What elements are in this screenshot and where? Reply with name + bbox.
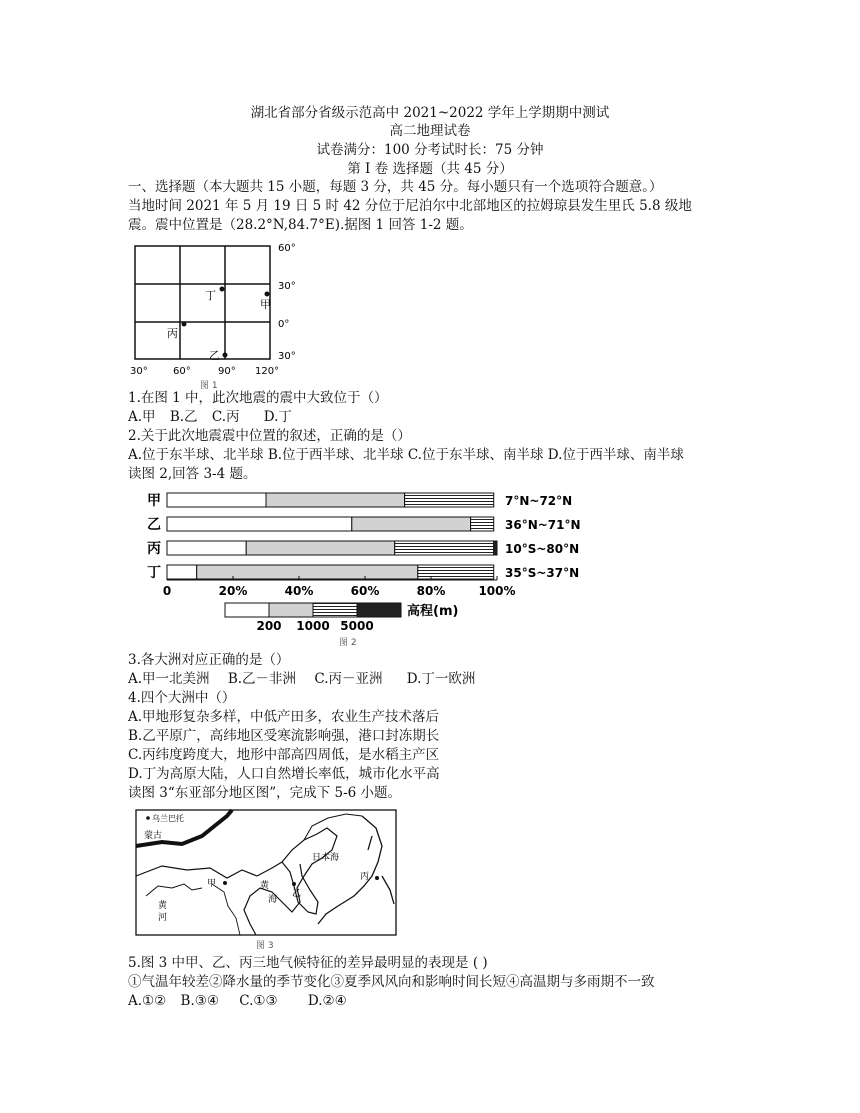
- q4-option-c: C.丙纬度跨度大，地形中部高四周低，是水稻主产区: [128, 747, 440, 763]
- map-label-yellow-river-2: 河: [158, 913, 168, 923]
- q1-option-a: A.甲: [128, 409, 156, 425]
- point-label-bing: 丙: [167, 327, 178, 340]
- x-tick-label: 40%: [284, 584, 314, 598]
- x-tick-label: 100%: [478, 584, 516, 598]
- map-label-yi: 乙: [292, 889, 302, 899]
- figure-1-grid: [125, 238, 305, 393]
- point-bing: [182, 322, 187, 327]
- q4-option-b: B.乙平原广，高纬地区受寒流影响强，港口封冻期长: [128, 728, 440, 744]
- point-label-jia: 甲: [260, 298, 271, 311]
- bar-segment: [494, 541, 497, 555]
- map-label-yellow-sea-1: 黄: [260, 881, 270, 891]
- bar-segment: [418, 565, 494, 579]
- x-tick-label: 80%: [416, 584, 446, 598]
- row-lat-range: 36°N~71°N: [505, 518, 581, 532]
- instruction: 一、选择题（本大题共 15 小题，每题 3 分，共 45 分。每小题只有一个选项符合题意。）: [128, 179, 663, 195]
- q1-option-c: C.丙: [211, 409, 240, 425]
- q5-items: ①气温年较差②降水量的季节变化③夏季风风向和影响时间长短④高温期与多雨期不一致: [128, 974, 655, 990]
- map-label-ulaanbaatar: 乌兰巴托: [152, 814, 184, 823]
- bar-segment: [352, 517, 471, 531]
- q5-options: [128, 992, 357, 1010]
- q1-option-b: B.乙: [169, 409, 198, 425]
- row-label: 甲: [147, 493, 161, 509]
- row-label: 丁: [147, 565, 161, 581]
- point-label-yi: 乙: [209, 349, 220, 362]
- x-tick-label: 60%: [350, 584, 380, 598]
- bar-segment: [167, 517, 352, 531]
- point-jia-map: [223, 881, 227, 885]
- q5-stem: 5.图 3 中甲、乙、丙三地气候特征的差异最明显的表现是 ( ): [128, 955, 488, 971]
- q1-options: [128, 408, 302, 426]
- row-lat-range: 35°S~37°N: [505, 566, 580, 580]
- figure-3-map: [132, 806, 400, 954]
- q2-options: A.位于东半球、北半球 B.位于西半球、北半球 C.位于东半球、南半球 D.位于西半球、南半球: [128, 447, 684, 463]
- ulaanbaatar-dot: [146, 816, 150, 820]
- lat-label-30n: 30°: [278, 281, 296, 292]
- point-yi-map: [292, 882, 296, 886]
- q3-stem: 3.各大洲对应正确的是（）: [128, 652, 290, 668]
- point-yi: [223, 353, 228, 358]
- legend-swatch: [313, 603, 357, 617]
- bar-segment: [471, 517, 494, 531]
- lon-label-120: 120°: [255, 366, 280, 377]
- q3-options: [128, 670, 485, 688]
- q2-stem: 2.关于此次地震震中位置的叙述，正确的是（）: [128, 428, 411, 444]
- row-lat-range: 7°N~72°N: [505, 494, 573, 508]
- point-bing-map: [375, 876, 379, 880]
- q4-option-a: A.甲地形复杂多样，中低产田多，农业生产技术落后: [128, 709, 440, 725]
- q4-stem: 4.四个大洲中（）: [128, 690, 236, 706]
- bar-segment: [266, 493, 405, 507]
- bar-segment: [246, 541, 395, 555]
- map-label-mongolia: 蒙古: [144, 831, 163, 841]
- q3-option-a: A.甲一北美洲: [128, 671, 210, 687]
- q5-option-a: A.①②: [128, 993, 167, 1009]
- exam-subtitle: 高二地理试卷: [389, 123, 471, 139]
- row-label: 丙: [147, 541, 161, 557]
- lat-label-0: 0°: [278, 319, 290, 330]
- map-label-yellow-sea-2: 海: [268, 895, 278, 905]
- legend-value: 5000: [340, 619, 374, 633]
- point-label-ding: 丁: [205, 289, 216, 302]
- q3-option-c: C.丙－亚洲: [314, 671, 383, 687]
- lon-label-90: 90°: [218, 366, 236, 377]
- q2-read: 读图 2,回答 3-4 题。: [128, 466, 257, 482]
- legend-value: 200: [256, 619, 282, 633]
- row-lat-range: 10°S~80°N: [505, 542, 580, 556]
- legend-unit: 高程(m): [407, 604, 459, 619]
- lat-label-60: 60°: [278, 243, 296, 254]
- section-title: 第 I 卷 选择题（共 45 分）: [347, 161, 513, 177]
- bar-segment: [197, 565, 418, 579]
- q5-option-c: C.①③: [239, 993, 278, 1009]
- exam-title: 湖北省部分省级示范高中 2021~2022 学年上学期期中测试: [250, 105, 610, 121]
- figure-3-caption: 图 3: [256, 941, 274, 951]
- x-tick-label: 0: [162, 584, 172, 598]
- bar-segment: [405, 493, 494, 507]
- bar-segment: [395, 541, 494, 555]
- q3-option-d: D.丁一欧洲: [406, 671, 476, 687]
- lon-label-30: 30°: [130, 366, 148, 377]
- bar-segment: [167, 565, 197, 579]
- legend-swatch: [269, 603, 313, 617]
- x-tick-label: 20%: [218, 584, 248, 598]
- bar-segment: [167, 541, 246, 555]
- bar-segment: [167, 493, 266, 507]
- point-jia: [265, 292, 270, 297]
- q3-option-b: B.乙－非洲: [227, 671, 297, 687]
- q1-option-d: D.丁: [263, 409, 292, 425]
- legend-value: 1000: [296, 619, 330, 633]
- figure-1-caption: 图 1: [200, 381, 218, 391]
- q4-option-d: D.丁为高原大陆，人口自然增长率低，城市化水平高: [128, 766, 440, 782]
- legend-swatch: [357, 603, 401, 617]
- q5-option-b: B.③④: [180, 993, 219, 1009]
- figure-2-chart: [145, 488, 585, 648]
- row-label: 乙: [147, 517, 161, 533]
- passage-line-2: 震。震中位置是（28.2°N,84.7°E).据图 1 回答 1-2 题。: [128, 217, 473, 233]
- point-ding: [220, 287, 225, 292]
- lat-label-30s: 30°: [278, 351, 296, 362]
- map-label-sea-of-japan: 日本海: [312, 853, 340, 863]
- q1-stem: 1.在图 1 中，此次地震的震中大致位于（）: [128, 390, 388, 406]
- map-label-jia: 甲: [207, 879, 217, 889]
- map-label-bing: 丙: [360, 872, 370, 882]
- exam-info: 试卷满分：100 分考试时长：75 分钟: [316, 142, 544, 158]
- passage-line-1: 当地时间 2021 年 5 月 19 日 5 时 42 分位于尼泊尔中北部地区的拉姆琼县发生里氏 5.8 级地: [128, 198, 692, 214]
- legend-swatch: [225, 603, 269, 617]
- map-label-yellow-river-1: 黄: [158, 901, 168, 911]
- lon-label-60: 60°: [173, 366, 191, 377]
- figure-2-caption: 图 2: [339, 638, 357, 648]
- q5-option-d: D.②④: [307, 993, 347, 1009]
- q4-read: 读图 3“东亚部分地区图”，完成下 5-6 小题。: [128, 785, 402, 801]
